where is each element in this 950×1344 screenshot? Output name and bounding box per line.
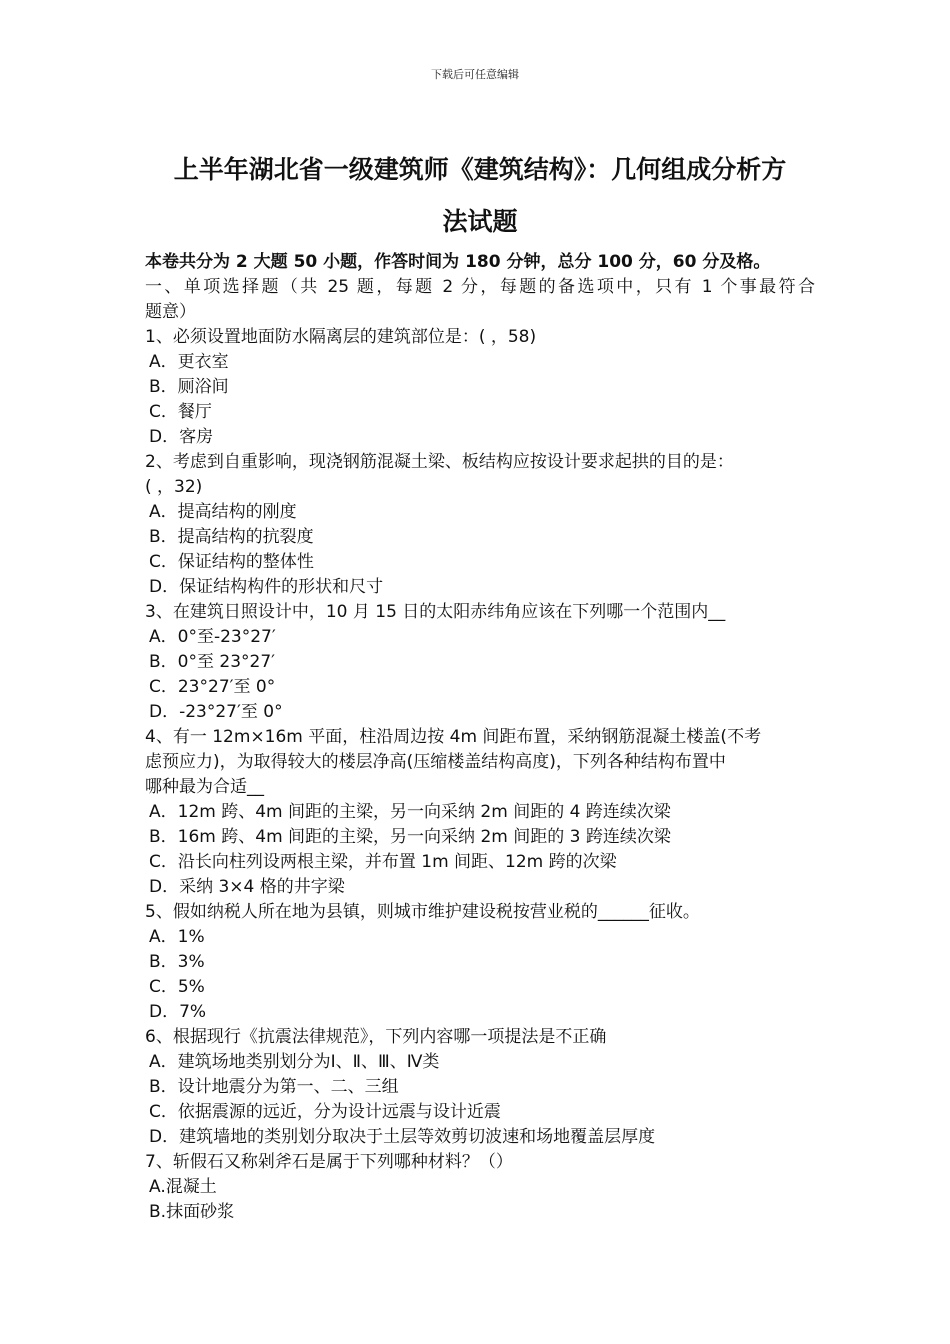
question-3-option-b: B．0°至 23°27′ [149, 652, 276, 672]
question-4-option-c: C．沿长向柱列设两根主梁，并布置 1m 间距、12m 跨的次梁 [149, 852, 617, 872]
document-title-line-2: 法试题 [442, 207, 518, 236]
question-4: 4、有一 12m×16m 平面，柱沿周边按 4m 间距布置，采纳钢筋混凝土楼盖(不考 [145, 727, 762, 747]
question-5-option-a: A．1% [149, 927, 205, 947]
question-7-option-b: B.抹面砂浆 [149, 1202, 235, 1222]
question-2-option-a: A．提高结构的刚度 [149, 502, 297, 522]
header-note: 下载后可任意编辑 [431, 68, 519, 81]
question-1: 1、必须设置地面防水隔离层的建筑部位是：( ，58) [145, 327, 537, 347]
question-2-option-c: C．保证结构的整体性 [149, 552, 314, 572]
question-2-option-b: B．提高结构的抗裂度 [149, 527, 314, 547]
question-7: 7、斩假石又称剁斧石是属于下列哪种材料？（） [145, 1152, 513, 1172]
question-1-option-d: D．客房 [149, 427, 214, 447]
question-1-option-c: C．餐厅 [149, 402, 212, 422]
question-3-option-d: D．-23°27′至 0° [149, 702, 283, 722]
question-5: 5、假如纳税人所在地为县镇，则城市维护建设税按营业税的______征收。 [145, 902, 700, 922]
question-5-option-b: B．3% [149, 952, 205, 972]
question-7-option-a: A.混凝土 [149, 1177, 217, 1197]
question-6-option-c: C．依据震源的远近，分为设计远震与设计近震 [149, 1102, 501, 1122]
question-4-option-b: B．16m 跨、4m 间距的主梁，另一向采纳 2m 间距的 3 跨连续次梁 [149, 827, 671, 847]
question-1-option-a: A．更衣室 [149, 352, 229, 372]
question-1-option-b: B．厕浴间 [149, 377, 229, 397]
question-2: 2、考虑到自重影响，现浇钢筋混凝土梁、板结构应按设计要求起拱的目的是： [145, 452, 734, 472]
section-heading: 一、单项选择题（共 25 题，每题 2 分，每题的备选项中，只有 1 个事最符合 [145, 277, 815, 297]
question-4-continued-1: 虑预应力)，为取得较大的楼层净高(压缩楼盖结构高度)，下列各种结构布置中 [145, 752, 726, 772]
question-5-option-d: D．7% [149, 1002, 207, 1022]
question-3-option-a: A．0°至-23°27′ [149, 627, 276, 647]
question-4-option-a: A．12m 跨、4m 间距的主梁，另一向采纳 2m 间距的 4 跨连续次梁 [149, 802, 671, 822]
document-body [145, 250, 815, 1225]
question-2-option-d: D．保证结构构件的形状和尺寸 [149, 577, 384, 597]
question-5-option-c: C．5% [149, 977, 205, 997]
question-6-option-d: D．建筑墙地的类别划分取决于土层等效剪切波速和场地覆盖层厚度 [149, 1127, 656, 1147]
question-6-option-a: A．建筑场地类别划分为Ⅰ、Ⅱ、Ⅲ、Ⅳ类 [149, 1052, 440, 1072]
question-4-option-d: D．采纳 3×4 格的井字梁 [149, 877, 345, 897]
document-title-line-1: 上半年湖北省一级建筑师《建筑结构》：几何组成分析方 [173, 155, 787, 184]
question-4-continued-2: 哪种最为合适__ [145, 777, 264, 797]
question-3: 3、在建筑日照设计中，10 月 15 日的太阳赤纬角应该在下列哪一个范围内__ [145, 602, 726, 622]
question-6-option-b: B．设计地震分为第一、二、三组 [149, 1077, 399, 1097]
exam-instructions: 本卷共分为 2 大题 50 小题，作答时间为 180 分钟，总分 100 分，60 分及格。 [145, 252, 771, 272]
question-3-option-c: C．23°27′至 0° [149, 677, 276, 697]
question-6: 6、根据现行《抗震法律规范》，下列内容哪一项提法是不正确 [145, 1027, 607, 1047]
question-2-continued: ( ，32) [145, 477, 203, 497]
section-heading-continued: 题意） [145, 302, 196, 322]
